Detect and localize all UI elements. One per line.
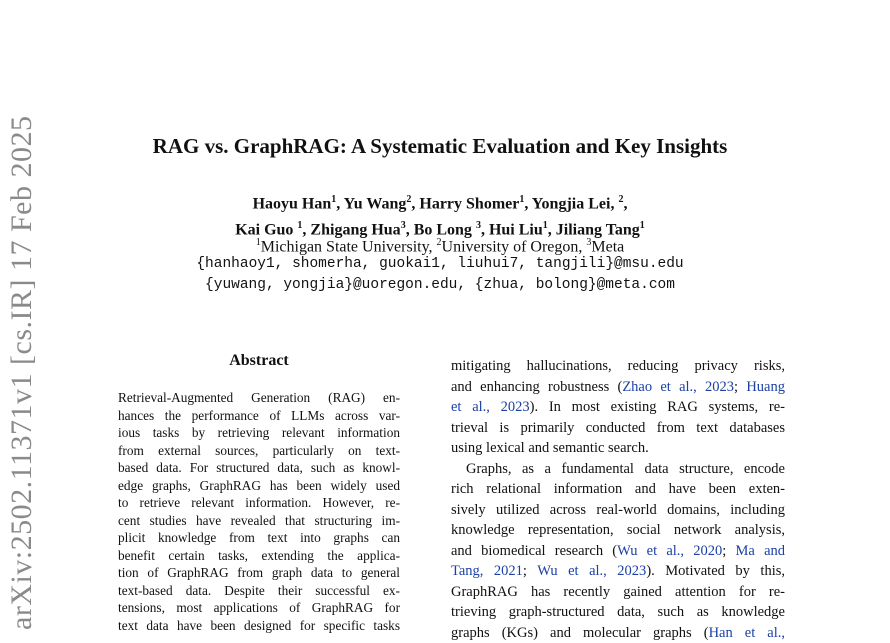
body-line: using lexical and semantic search. xyxy=(451,438,785,459)
abstract-line: tion of GraphRAG from graph data to general xyxy=(118,564,400,582)
body-text: graphs (KGs) and molecular graphs ( xyxy=(451,625,709,641)
citation-link[interactable]: et al., 2023 xyxy=(451,399,530,415)
affiliation: University of Oregon, xyxy=(442,238,583,255)
author-affil-mark: 1 xyxy=(640,220,645,231)
author: Haoyu Han xyxy=(253,195,332,212)
abstract-line: ious tasks by retrieving relevant information xyxy=(118,424,400,442)
author-affil-mark: 1 xyxy=(331,194,336,205)
body-line xyxy=(451,377,785,398)
author: Yongjia Lei, xyxy=(532,195,615,212)
email-line-2: {yuwang, yongjia}@uoregon.edu, {zhua, bolong}@meta.com xyxy=(0,277,880,293)
author-affil-mark: 2 xyxy=(406,194,411,205)
body-line: rich relational information and have been exten- xyxy=(451,479,785,500)
body-line: Graphs, as a fundamental data structure, encode xyxy=(451,459,785,480)
affiliation: Meta xyxy=(591,238,624,255)
author: Bo Long xyxy=(414,222,472,239)
citation-link[interactable]: Zhao et al., 2023 xyxy=(622,379,734,395)
author: Kai Guo xyxy=(235,222,293,239)
author-affil-mark: 3 xyxy=(401,220,406,231)
body-text: ). In most existing RAG systems, re- xyxy=(530,399,785,415)
abstract-line: based data. For structured data, such as knowl- xyxy=(118,459,400,477)
affiliation: Michigan State University, xyxy=(261,238,433,255)
body-line xyxy=(451,623,785,643)
author-line-1: Haoyu Han$^1$, Yu Wang$^2$, Harry Shomer$^1$, Yongjia Lei, $^2$, xyxy=(0,189,880,215)
body-line xyxy=(451,561,785,582)
body-line: GraphRAG has recently gained attention for re- xyxy=(451,582,785,603)
affiliations xyxy=(0,233,880,257)
body-text: and biomedical research ( xyxy=(451,543,617,559)
citation-link[interactable]: Huang xyxy=(746,379,785,395)
abstract-line: cent studies have revealed that structuring im- xyxy=(118,512,400,530)
author-affil-mark: 1 xyxy=(519,194,524,205)
abstract-line: tensions, most applications of GraphRAG for xyxy=(118,599,400,617)
body-line xyxy=(451,397,785,418)
citation-link[interactable]: Wu et al., 2020 xyxy=(617,543,722,559)
author: Hui Liu xyxy=(489,222,543,239)
author-affil-mark: 3 xyxy=(476,220,481,231)
email-line-1: {hanhaoy1, shomerha, guokai1, liuhui7, tangjili}@msu.edu xyxy=(0,256,880,272)
affil-mark: 1 xyxy=(256,237,261,248)
citation-link[interactable]: Ma and xyxy=(736,543,785,559)
author-affil-mark: 1 xyxy=(297,220,302,231)
body-text: ; xyxy=(722,543,735,559)
author: Zhigang Hua xyxy=(310,222,400,239)
author-affil-mark: 1 xyxy=(543,220,548,231)
author: Jiliang Tang xyxy=(556,222,640,239)
abstract-line: to retrieve relevant information. However, re- xyxy=(118,494,400,512)
author: Yu Wang xyxy=(344,195,407,212)
body-line: trieving graph-structured data, such as knowledge xyxy=(451,602,785,623)
abstract-line: text-based data. Despite their successful ex- xyxy=(118,582,400,600)
abstract-line: text data have been designed for specific tasks xyxy=(118,617,400,635)
abstract-line: plicit knowledge from text into graphs can xyxy=(118,529,400,547)
body-text: and enhancing robustness ( xyxy=(451,379,622,395)
affil-mark: 2 xyxy=(437,237,442,248)
body-text: ; xyxy=(523,563,537,579)
author-affil-mark: 2 xyxy=(618,194,623,205)
abstract-line: from external sources, particularly on text- xyxy=(118,442,400,460)
author-line-2: Kai Guo $^1$, Zhigang Hua$^3$, Bo Long $^3$, Hui Liu$^1$, Jiliang Tang$^1$ xyxy=(0,215,880,241)
right-column-body xyxy=(451,356,785,643)
author: Harry Shomer xyxy=(419,195,519,212)
body-line: trieval is primarily conducted from text databases xyxy=(451,418,785,439)
abstract-line: edge graphs, GraphRAG has been widely used xyxy=(118,477,400,495)
citation-link[interactable]: Han et al., xyxy=(709,625,785,641)
paper-title: RAG vs. GraphRAG: A Systematic Evaluation and Key Insights xyxy=(0,134,880,159)
citation-link[interactable]: Tang, 2021 xyxy=(451,563,523,579)
body-line: mitigating hallucinations, reducing privacy risks, xyxy=(451,356,785,377)
abstract-line: hances the performance of LLMs across var- xyxy=(118,407,400,425)
citation-link[interactable]: Wu et al., 2023 xyxy=(537,563,646,579)
abstract-body xyxy=(118,389,400,634)
abstract-heading: Abstract xyxy=(118,352,400,370)
body-line: sively utilized across real-world domains, including xyxy=(451,500,785,521)
body-line xyxy=(451,541,785,562)
body-text: ; xyxy=(734,379,746,395)
arxiv-stamp-container xyxy=(0,420,50,640)
arxiv-stamp: arXiv:2502.11371v1 [cs.IR] 17 Feb 2025 xyxy=(5,116,39,631)
affil-mark: 3 xyxy=(586,237,591,248)
abstract-line: benefit certain tasks, extending the applica- xyxy=(118,547,400,565)
body-line: knowledge representation, social network analysis, xyxy=(451,520,785,541)
abstract-line: Retrieval-Augmented Generation (RAG) en- xyxy=(118,389,400,407)
body-text: ). Motivated by this, xyxy=(646,563,785,579)
